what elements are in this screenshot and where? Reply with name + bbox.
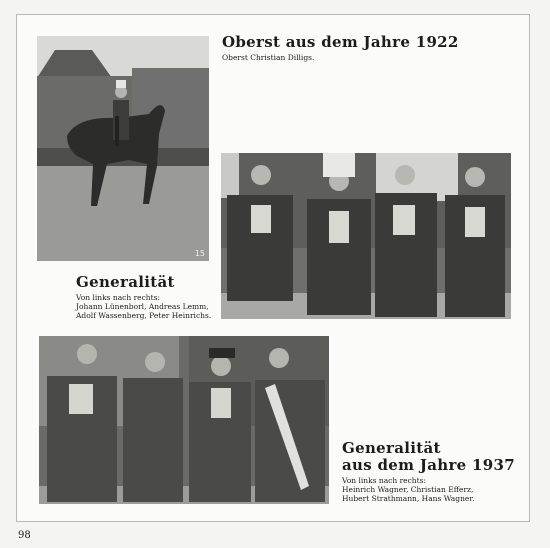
section-1937-caption [342, 476, 474, 503]
caption-line: Heinrich Wagner, Christian Efferz, [342, 485, 474, 494]
photo-number-mark: 15 [194, 249, 205, 258]
photo-colonel-on-horse [37, 36, 209, 261]
section-generals-title: Generalität [76, 273, 175, 291]
photo-generals-1937 [39, 336, 329, 504]
section-1922-caption: Oberst Christian Dilligs. [222, 53, 315, 62]
caption-line: Hubert Strathmann, Hans Wagner. [342, 494, 475, 503]
caption-line: Johann Lünenborl, Andreas Lemm, [76, 302, 209, 311]
title-line: Generalität [342, 439, 441, 457]
section-1937-title [342, 440, 515, 474]
page-number: 98 [18, 530, 31, 541]
title-line: aus dem Jahre 1937 [342, 456, 515, 474]
section-generals-caption [76, 293, 211, 320]
caption-line: Von links nach rechts: [342, 476, 427, 485]
caption-line: Von links nach rechts: [76, 293, 161, 302]
section-1922-title: Oberst aus dem Jahre 1922 [222, 33, 459, 51]
photo-four-generals [221, 153, 511, 319]
caption-line: Adolf Wassenberg, Peter Heinrichs. [76, 311, 212, 320]
